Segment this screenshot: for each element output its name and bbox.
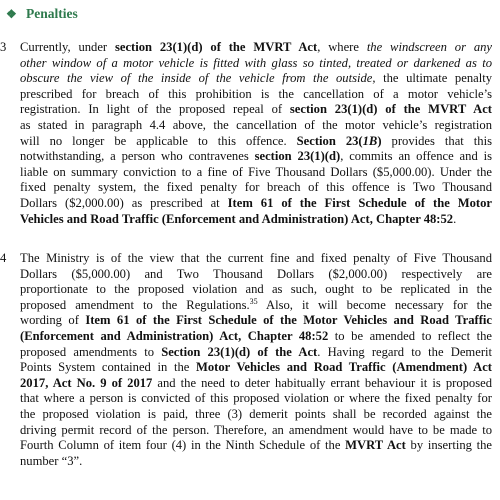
text-run: Currently, under [20,40,115,54]
text-line [20,56,492,72]
text-run: other window of a motor vehicle is fitted with glass so tinted, treated or darkened as to [20,55,492,70]
section-heading-text: Penalties [26,6,78,21]
text-run: as stated in paragraph 4.4 above, the cancellation of the motor vehicle’s registration [20,117,492,132]
text-run: (Enforcement and Administration) Act, Chapter 48:52 [20,328,329,343]
text-run: proportionate to the proposed violation and as such, ought to be replicated in the [20,282,492,297]
text-line [20,71,492,87]
text-run: Item 61 of the First Schedule of the Motor Vehicles and Road Traffic [85,313,492,328]
text-line [20,40,492,56]
text-run: prescribed for breach of this prohibition is the cancellation of a motor vehicle’s [20,86,492,101]
text-line [20,345,492,361]
text-line [20,134,492,150]
text-line [20,407,492,423]
text-run: section 23(1)(d) of the MVRT Act [114,40,318,54]
text-line [20,102,492,118]
text-run: Dollars ($2,000.00) as prescribed at [20,195,228,210]
text-run: notwithstanding, a person who contravenes [20,149,255,164]
section-heading [6,6,78,22]
text-run: The Ministry is of the view that the current fine and fixed penalty of Five Thousand [20,251,492,265]
text-run: the proposed violation is paid, three (3) demerit points shall be recorded against the [20,406,492,421]
text-run: section 23(1)(d) [254,149,341,164]
paragraph-number: 4 [0,251,7,265]
text-run: Section 23(1)(d) of the Act [161,344,318,359]
text-run: 2017, Act No. 9 of 2017 [20,375,153,390]
text-run: proposed amendment to the Regulations. [20,297,250,312]
text-line [20,438,492,454]
text-line [20,212,492,228]
text-run: provides that this [381,133,492,148]
text-run: registration. In light of the proposed repeal of [20,102,290,117]
text-line [20,267,492,283]
paragraph-body [20,251,492,469]
text-run: Item 61 of the First Schedule of the Motor [227,195,493,210]
text-line [20,423,492,439]
text-run: driving permit record of the person. Therefore, an amendment would have to be made to [20,422,492,437]
text-line [20,282,492,298]
text-line [20,149,492,165]
text-run: by inserting the [405,438,493,453]
text-run: and the need to deter habitually errant behaviour it is proposed [152,375,493,390]
text-run: liable on summary conviction to a fine of Five Thousand Dollars ($5,000.00). Under the [20,164,492,179]
paragraph-body [20,40,492,227]
text-line [20,298,492,314]
text-run: Vehicles and Road Traffic (Enforcement and Administration) Act, Chapter 48:52 [20,211,454,226]
text-run: the ultimate penalty [375,71,492,86]
text-line [20,251,492,267]
text-line [20,313,492,329]
text-run: Motor Vehicles and Road Traffic (Amendment) Act [196,360,492,375]
text-line [20,376,492,392]
text-run: fixed penalty system, the fixed penalty for breach of this offence is Two Thousand [20,180,492,195]
text-line [20,118,492,134]
text-run: , where [317,40,367,54]
text-line [20,329,492,345]
text-run: 1B [362,133,378,148]
text-run: that where a person is convicted of this proposed violation or where the fixed penalty for [20,391,492,406]
text-line [20,165,492,181]
text-line [20,454,492,470]
text-run: Dollars ($5,000.00) and Two Thousand Dollars ($2,000.00) respectively are [20,266,492,281]
text-run: section 23(1)(d) of the MVRT Act [289,102,492,117]
text-line [20,360,492,376]
text-run: , commits an offence and is [340,149,493,164]
text-run: Section 23( [296,133,363,148]
text-run: ) [377,133,382,148]
diamond-bullet-icon: ❖ [6,7,17,21]
text-run: will no longer be applicable to this offence. [20,133,297,148]
text-run: MVRT Act [345,438,406,453]
text-run: obscure the view of the inside of the vehicle from the outside, [20,71,376,86]
text-run: Points System contained in the [20,360,196,375]
text-run: the windscreen or any [366,40,492,54]
text-run: to be amended to reflect the [328,328,492,343]
text-line [20,391,492,407]
text-run: Fourth Column of item four (4) in the Ninth Schedule of the [20,438,346,453]
text-run: proposed amendments to [20,344,162,359]
text-run: . Having regard to the Demerit [317,344,493,359]
text-run: Also, it will become necessary for the [257,297,492,312]
paragraph-number: 3 [0,40,7,54]
text-run: . [453,211,457,226]
text-line [20,87,492,103]
text-run: number “3”. [20,453,83,468]
text-line [20,196,492,212]
text-line [20,180,492,196]
text-run: wording of [20,313,86,328]
footnote-reference: 35 [249,296,258,306]
